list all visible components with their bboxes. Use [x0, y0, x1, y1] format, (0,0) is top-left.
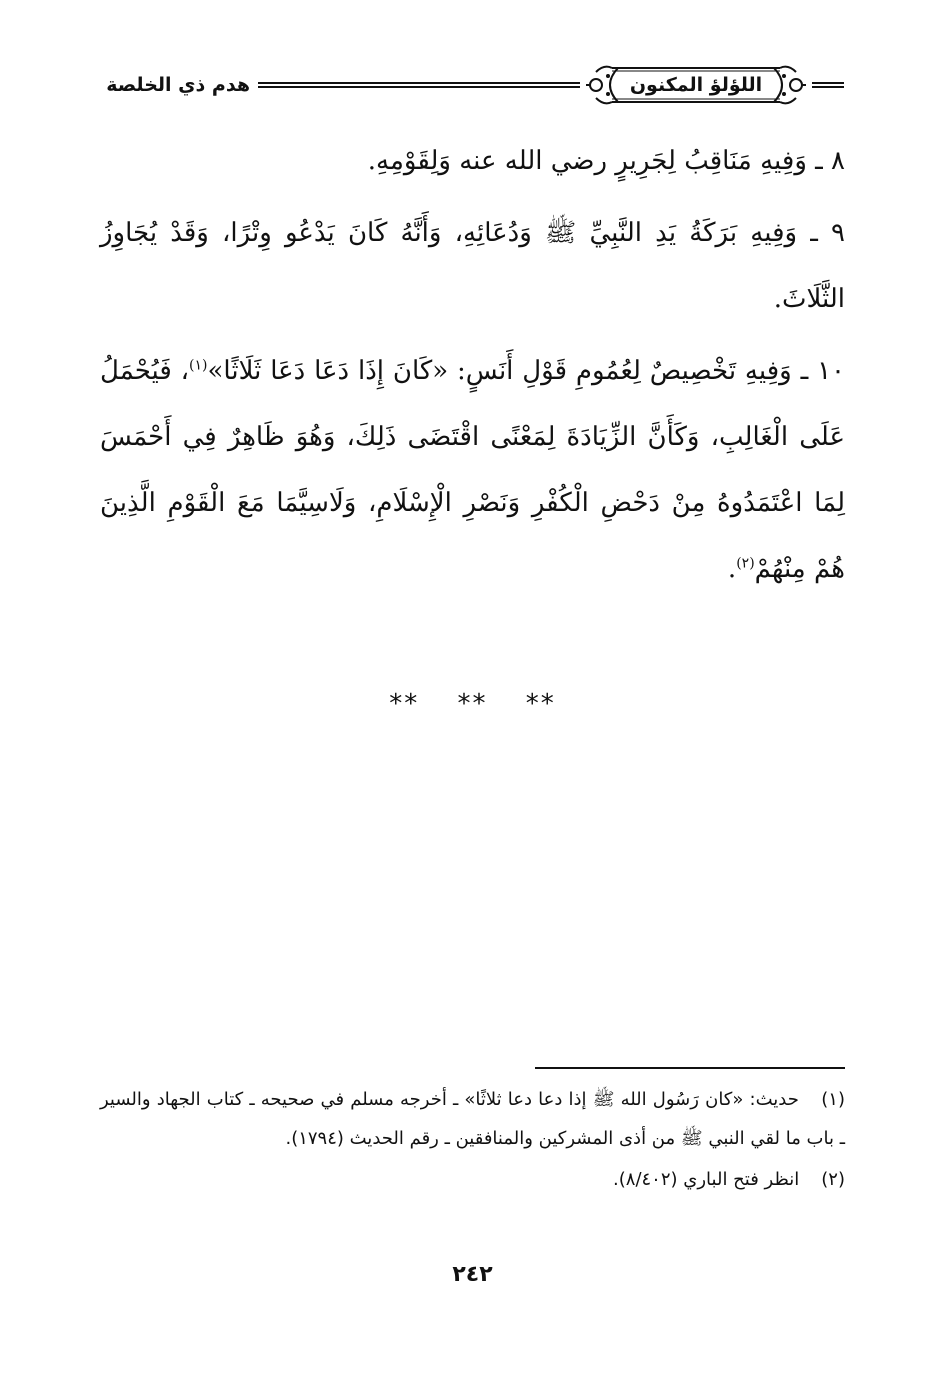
book-title: اللؤلؤ المكنون [629, 74, 763, 96]
point-10-quote: ١٠ ـ وَفِيهِ تَخْصِيصٌ لِعُمُومِ قَوْلِ أَنَسٍ: «كَانَ إِذَا دَعَا دَعَا ثَلَاثًا» [207, 356, 846, 386]
footnote-ref-1: (١) [189, 357, 208, 374]
point-9: ٩ ـ وَفِيهِ بَرَكَةُ يَدِ النَّبِيِّ ﷺ وَدُعَائِهِ، وَأَنَّهُ كَانَ يَدْعُو وِتْرًا، وَقَدْ يُجَاوِزُ الثَّلَاثَ. [100, 218, 845, 314]
point-10-text: ، فَيُحْمَلُ عَلَى الْغَالِبِ، وَكَأَنَّ الزِّيَادَةَ لِمَعْنًى اقْتَضَى ذَلِكَ، وَهُوَ ظَاهِرٌ فِي أَحْمَسَ لِمَا اعْتَمَدُوهُ مِنْ دَحْضِ الْكُفْرِ وَنَصْرِ الْإِسْلَامِ، وَلَاسِيَّمَا مَعَ الْقَوْمِ الَّذِينَ هُمْ مِنْهُمْ [100, 356, 845, 584]
body-text [100, 128, 845, 608]
header-rule-middle [258, 82, 580, 88]
footnote-ref-2: (٢) [736, 555, 755, 572]
chapter-title: هدم ذي الخلصة [106, 74, 250, 96]
title-ornament-frame [582, 60, 810, 110]
section-separator: ** ** ** [389, 689, 556, 719]
point-10 [100, 338, 845, 602]
footnote-rule [535, 1067, 845, 1069]
footnote-1 [100, 1080, 845, 1158]
footnotes [100, 1080, 845, 1201]
footnote-2-number: (٢) [821, 1169, 845, 1190]
footnote-1-text: حديث: «كان رَسُول الله ﷺ إذا دعا دعا ثلاثًا» ـ أخرجه مسلم في صحيحه ـ كتاب الجهاد والسير ـ باب ما لقي النبي ﷺ من أذى المشركين والمنافقين ـ رقم الحديث (١٧٩٤). [100, 1089, 845, 1149]
header-rule-right [812, 82, 844, 88]
footnote-2-text: انظر فتح الباري (٨/٤٠٢). [613, 1169, 800, 1190]
footnote-1-number: (١) [821, 1089, 845, 1110]
point-10-end: . [727, 554, 737, 584]
point-8: ٨ ـ وَفِيهِ مَنَاقِبُ لِجَرِيرٍ رضي الله عنه وَلِقَوْمِهِ. [367, 146, 845, 176]
footnote-2 [100, 1160, 845, 1199]
page-number: ٢٤٢ [452, 1262, 493, 1287]
